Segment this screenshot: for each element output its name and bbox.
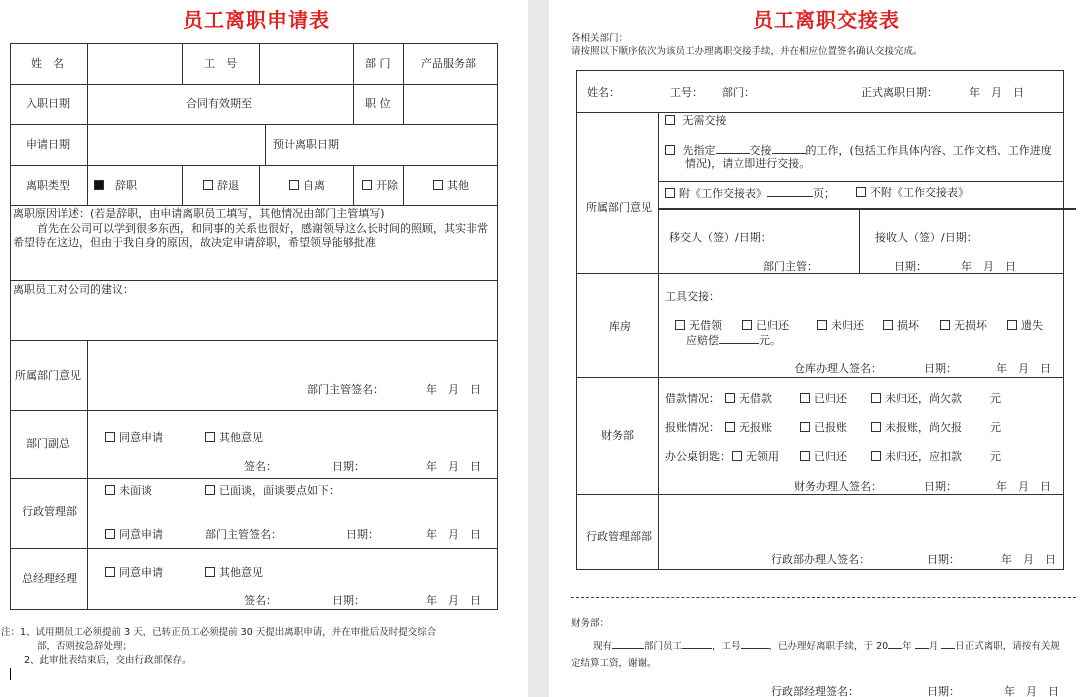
name-label: 姓名： [587, 86, 620, 99]
not-interviewed[interactable]: 未面谈 [105, 484, 152, 497]
leave-date-ymd: 年 月 日 [969, 86, 1024, 99]
loan-none[interactable]: 无借款 [725, 392, 772, 405]
handover-person-sign: 移交人（签）/日期： [669, 231, 772, 244]
reason-heading: 离职原因详述：(若是辞职，由申请离职员工填写，其他情况由部门主管填写) [13, 207, 385, 220]
checkbox-icon [856, 187, 866, 197]
apply-date-label: 申请日期 [26, 138, 70, 151]
admin-date: 日期： [346, 528, 379, 541]
admin-date: 日期： [927, 553, 960, 566]
admin-ymd: 年 月 日 [1001, 553, 1056, 566]
dept-manager-date: 日期： [894, 260, 927, 273]
type-self-leave[interactable]: 自离 [289, 179, 325, 192]
interviewed[interactable]: 已面谈，面谈要点如下： [205, 484, 340, 497]
manager-sign: 行政部经理签名： [771, 685, 859, 697]
deputy-agree[interactable]: 同意申请 [105, 431, 163, 444]
finance-ymd: 年 月 日 [996, 480, 1051, 493]
note-2: 2、此审批表结束后，交由行政部保存。 [24, 655, 192, 666]
checkbox-icon [725, 422, 735, 432]
deputy-label: 部门副总 [26, 437, 70, 450]
finance-sign: 财务办理人签名： [794, 480, 882, 493]
finance-note-line-2: 定结算工资，谢谢。 [571, 658, 657, 669]
checkbox-icon [105, 567, 115, 577]
checkbox-icon [205, 485, 215, 495]
designate-handover[interactable]: 先指定 交接 的工作，(包括工作具体内容、工作文档、工作进度 [665, 143, 1052, 157]
key-not-returned[interactable]: 未归还，应扣款 [871, 450, 962, 463]
manager-date: 日期： [927, 685, 960, 697]
join-date-label: 入职日期 [26, 97, 70, 110]
id-label: 工号： [670, 86, 703, 99]
reimb-label: 报账情况： [665, 421, 720, 434]
finance-date: 日期： [924, 480, 957, 493]
reason-line-1: 首先在公司可以学到很多东西，和同事的关系也很好，感谢领导这么长时间的照顾，其实非常 [37, 222, 488, 235]
loan-label: 借款情况： [665, 392, 720, 405]
warehouse-date: 日期： [924, 362, 957, 375]
loan-not-returned[interactable]: 未归还，尚欠款 [871, 392, 962, 405]
finance-note-label: 财务部： [571, 618, 610, 629]
dept-manager-ymd: 年 月 日 [961, 260, 1016, 273]
designate-handover-cont: 情况)，请立即进行交接。 [685, 157, 811, 170]
tool-undamaged[interactable]: 无损坏 [940, 319, 987, 332]
reimb-pending[interactable]: 未报账，尚欠报 [871, 421, 962, 434]
checkbox-icon [433, 180, 443, 190]
compensation: 应赔偿 元。 [686, 334, 781, 347]
tools-label: 工具交接： [665, 290, 720, 303]
text-cursor [10, 668, 11, 680]
page-title: 员工离职申请表 [183, 8, 330, 32]
warehouse-label: 库房 [609, 320, 631, 333]
checkbox-icon [883, 320, 893, 330]
finance-note-line: 现有 部门员工 ，工号 ，已办理好离职手续，于 20 年 月 日正式离职，请按有关规 [593, 638, 1060, 653]
dept-manager-label: 部门主管： [763, 260, 818, 273]
loan-yuan: 元 [990, 392, 1001, 405]
no-attach-handover-sheet[interactable]: 不附《工作交接表》 [856, 186, 969, 199]
receiver-sign: 接收人（签）/日期： [875, 231, 978, 244]
finance-label: 财务部 [601, 429, 634, 442]
checkbox-icon [362, 180, 372, 190]
type-fired[interactable]: 开除 [362, 179, 398, 192]
leave-type-label: 离职类型 [26, 179, 70, 192]
key-label: 办公桌钥匙： [665, 450, 731, 463]
checkbox-icon [205, 567, 215, 577]
intro-1: 各相关部门： [571, 33, 629, 44]
checkbox-icon [940, 320, 950, 330]
admin-sign: 行政部办理人签名： [771, 553, 870, 566]
checkbox-icon [800, 393, 810, 403]
tool-none[interactable]: 无借领 [675, 319, 722, 332]
warehouse-sign: 仓库办理人签名： [794, 362, 882, 375]
tool-damaged[interactable]: 损坏 [883, 319, 919, 332]
reimb-done[interactable]: 已报账 [800, 421, 847, 434]
checkbox-icon [800, 451, 810, 461]
cut-line [571, 597, 1076, 598]
checkbox-icon [105, 432, 115, 442]
checkbox-icon [105, 485, 115, 495]
note-1: 注：1、试用期员工必须提前 3 天，已转正员工必须提前 30 天提出离职申请，并在审批后及时提交综合 [1, 627, 437, 638]
dept-opinion-label: 所属部门意见 [586, 201, 652, 214]
gm-label: 总经理经理 [22, 572, 77, 585]
contract-until-label: 合同有效期至 [186, 97, 252, 110]
gm-ymd: 年 月 日 [426, 594, 481, 607]
reimb-yuan: 元 [990, 421, 1001, 434]
deputy-date: 日期： [332, 460, 365, 473]
type-resign[interactable]: 辞职 [94, 179, 137, 192]
intro-2: 请按照以下顺序依次为该员工办理离职交接手续，并在相应位置签名确认交接完成。 [571, 46, 923, 57]
reimb-none[interactable]: 无报账 [725, 421, 772, 434]
department-label: 部 门 [365, 57, 391, 70]
checkbox-checked-icon [94, 180, 104, 190]
admin-ymd: 年 月 日 [426, 528, 481, 541]
dept-manager-sign: 部门主管签名： [307, 383, 384, 396]
checkbox-icon [205, 432, 215, 442]
deputy-sign: 签名： [244, 460, 277, 473]
checkbox-icon [665, 145, 675, 155]
admin-label: 行政管理部 [22, 505, 77, 518]
manager-ymd: 年 月 日 [1004, 685, 1059, 697]
checkbox-icon [203, 180, 213, 190]
checkbox-icon [675, 320, 685, 330]
checkbox-icon [1007, 320, 1017, 330]
dept-opinion-label: 所属部门意见 [15, 369, 81, 382]
gm-date: 日期： [332, 594, 365, 607]
reason-line-2: 希望待在这边，但由于我自身的原因，故决定申请辞职，希望领导能够批准 [13, 236, 376, 249]
department-value: 产品服务部 [421, 57, 476, 70]
handover-form-page [549, 0, 1080, 697]
tool-lost[interactable]: 遗失 [1007, 319, 1043, 332]
tool-returned[interactable]: 已归还 [742, 319, 789, 332]
deputy-other[interactable]: 其他意见 [205, 431, 263, 444]
checkbox-icon [871, 451, 881, 461]
resignation-application-page [0, 0, 528, 697]
checkbox-icon [725, 393, 735, 403]
tool-not-returned[interactable]: 未归还 [817, 319, 864, 332]
type-other[interactable]: 其他 [433, 179, 469, 192]
no-handover[interactable]: 无需交接 [665, 114, 727, 127]
suggestion-label: 离职员工对公司的建议： [13, 283, 134, 296]
gm-sign: 签名： [244, 594, 277, 607]
checkbox-icon [665, 188, 675, 198]
date-ymd: 年 月 日 [426, 383, 481, 396]
note-1-cont: 部，否则按急辞处理； [37, 641, 133, 652]
warehouse-ymd: 年 月 日 [996, 362, 1051, 375]
dept-label: 部门： [722, 86, 755, 99]
position-label: 职 位 [365, 97, 391, 110]
loan-returned[interactable]: 已归还 [800, 392, 847, 405]
checkbox-icon [871, 422, 881, 432]
deputy-ymd: 年 月 日 [426, 460, 481, 473]
checkbox-icon [105, 529, 115, 539]
key-returned[interactable]: 已归还 [800, 450, 847, 463]
gm-agree[interactable]: 同意申请 [105, 566, 163, 579]
expected-leave-date-label: 预计离职日期 [273, 138, 339, 151]
checkbox-icon [817, 320, 827, 330]
gm-other[interactable]: 其他意见 [205, 566, 263, 579]
checkbox-icon [289, 180, 299, 190]
checkbox-icon [871, 393, 881, 403]
checkbox-icon [665, 115, 675, 125]
name-label: 姓 名 [31, 57, 64, 70]
type-dismiss[interactable]: 辞退 [203, 179, 239, 192]
key-yuan: 元 [990, 450, 1001, 463]
checkbox-icon [800, 422, 810, 432]
leave-date-label: 正式离职日期： [861, 86, 938, 99]
checkbox-icon [742, 320, 752, 330]
checkbox-icon [732, 451, 742, 461]
page-title: 员工离职交接表 [753, 8, 900, 32]
admin-manager-sign: 部门主管签名： [205, 528, 282, 541]
admin-agree[interactable]: 同意申请 [105, 528, 163, 541]
employee-id-label: 工 号 [204, 57, 237, 70]
attach-handover-sheet[interactable]: 附《工作交接表》 页； [665, 186, 835, 200]
key-none[interactable]: 无领用 [732, 450, 779, 463]
admin-label: 行政管理部部 [586, 530, 652, 543]
